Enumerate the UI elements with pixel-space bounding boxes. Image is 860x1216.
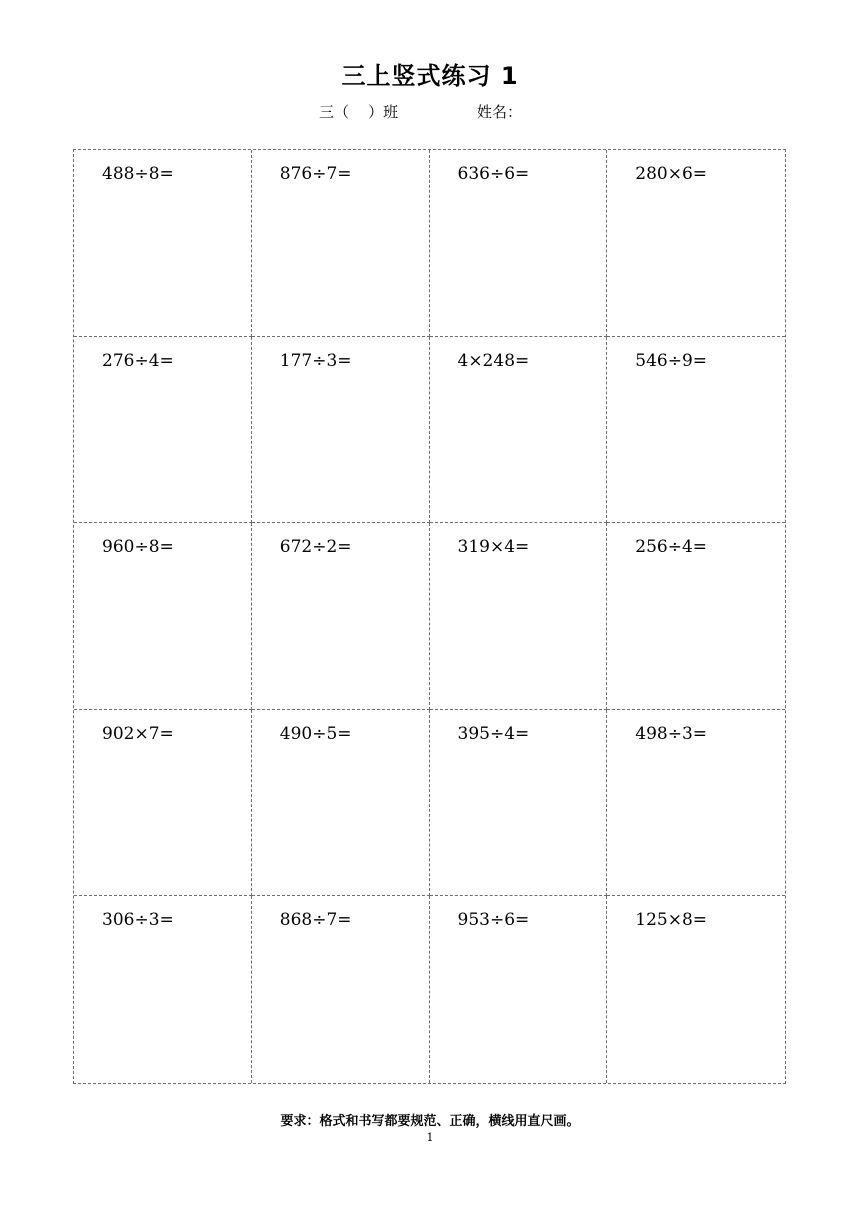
problem-text: 4×248= xyxy=(457,350,530,371)
problem-cell xyxy=(252,523,430,710)
problem-text: 876÷7= xyxy=(279,164,352,184)
problem-text: 177÷3= xyxy=(279,350,352,371)
problem-text: 636÷6= xyxy=(457,164,530,184)
problem-cell xyxy=(74,710,252,897)
requirement-note: 要求：格式和书写都要规范、正确，横线用直尺画。 xyxy=(280,1114,580,1129)
problem-text: 902×7= xyxy=(102,723,174,744)
problem-cell xyxy=(252,710,430,897)
problem-text: 868÷7= xyxy=(279,910,352,931)
problem-text: 490÷5= xyxy=(279,723,352,744)
problem-text: 256÷4= xyxy=(635,537,708,558)
problem-cell xyxy=(74,523,252,710)
problem-text: 498÷3= xyxy=(635,723,708,744)
problem-text: 953÷6= xyxy=(457,910,530,931)
problem-cell xyxy=(430,150,608,337)
problem-cell xyxy=(252,337,430,524)
problem-text: 306÷3= xyxy=(102,910,174,931)
problem-text: 319×4= xyxy=(457,537,530,558)
problem-text: 125×8= xyxy=(635,910,708,931)
exercise-grid xyxy=(73,149,786,1084)
problem-cell xyxy=(607,523,785,710)
problem-cell xyxy=(252,896,430,1083)
problem-text: 395÷4= xyxy=(457,723,530,744)
problem-text: 276÷4= xyxy=(102,350,174,371)
student-info-line xyxy=(0,101,860,123)
problem-text: 488÷8= xyxy=(102,164,174,184)
problem-text: 672÷2= xyxy=(279,537,352,558)
name-label: 姓名： xyxy=(477,103,523,121)
problem-cell xyxy=(607,150,785,337)
problem-cell xyxy=(74,896,252,1083)
problem-cell xyxy=(607,337,785,524)
problem-cell xyxy=(607,896,785,1083)
problem-cell xyxy=(430,896,608,1083)
problem-cell xyxy=(430,523,608,710)
problem-cell xyxy=(74,337,252,524)
problem-cell xyxy=(430,710,608,897)
problem-cell xyxy=(74,150,252,337)
problem-cell xyxy=(430,337,608,524)
problem-text: 280×6= xyxy=(635,164,708,184)
page-number: 1 xyxy=(426,1131,434,1144)
page-title: 三上竖式练习 1 xyxy=(341,62,519,90)
problem-text: 546÷9= xyxy=(635,350,708,371)
class-label: 三（ ）班 xyxy=(319,103,399,121)
problem-cell xyxy=(252,150,430,337)
problem-cell xyxy=(607,710,785,897)
problem-text: 960÷8= xyxy=(102,537,174,558)
